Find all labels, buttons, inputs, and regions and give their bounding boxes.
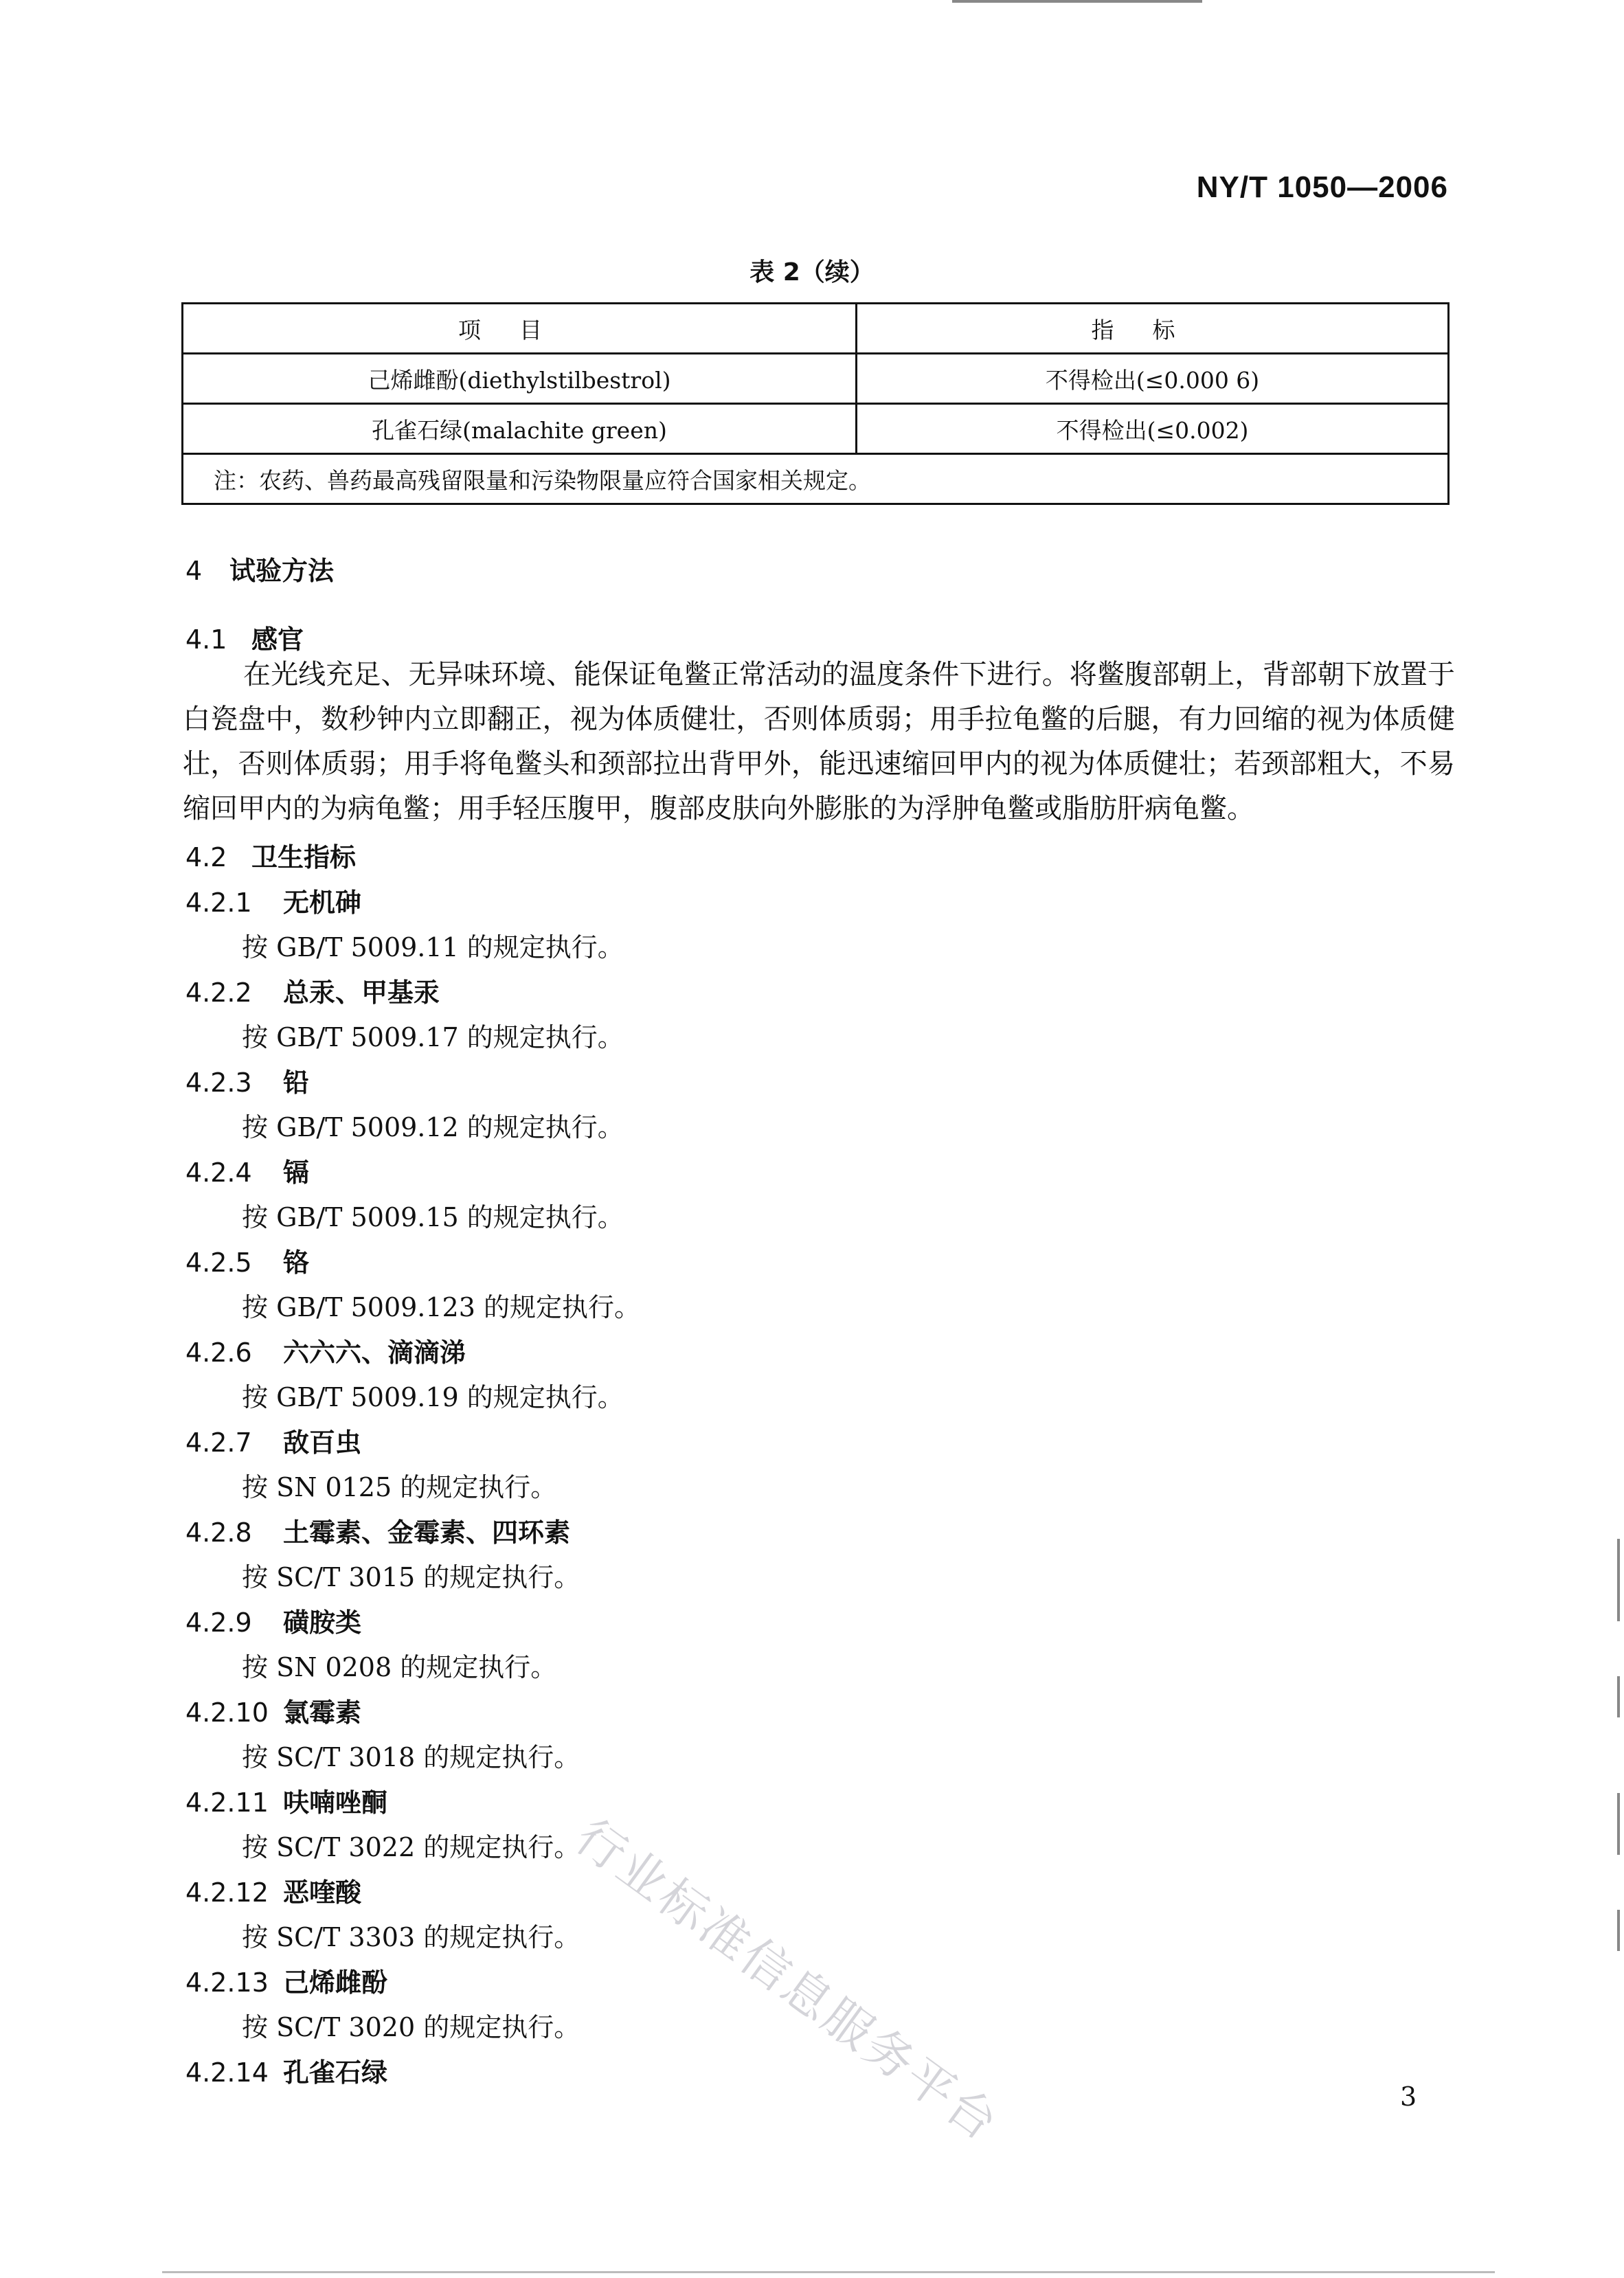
- item-heading-4: [185, 1151, 309, 1189]
- item-heading-14: [185, 2051, 387, 2089]
- table-cell-indicator: 不得检出(≤0.000 6): [857, 354, 1449, 404]
- table-note-row: [183, 454, 1449, 504]
- item-method: 按 GB/T 5009.17 的规定执行。: [242, 1022, 624, 1052]
- item-heading-7: [185, 1421, 361, 1459]
- sensory-test-paragraph: 在光线充足、无异味环境、能保证龟鳖正常活动的温度条件下进行。将鳖腹部朝上，背部朝下放置于白瓷盘中，数秒钟内立即翻正，视为体质健壮，否则体质弱；用手拉龟鳖的后腿，有力回缩的视为体质健壮，否则体质弱；用手将龟鳖头和颈部拉出背甲外，能迅速缩回甲内的视为体质健壮；若颈部粗大，不易缩回甲内的为病龟鳖；用手轻压腹甲，腹部皮肤向外膨胀的为浮肿龟鳖或脂肪肝病龟鳖。: [183, 659, 1455, 824]
- item-number: 4.2.1: [185, 888, 252, 918]
- item-method: 按 SC/T 3020 的规定执行。: [242, 2012, 580, 2042]
- item-heading-8: [185, 1511, 570, 1549]
- item-heading-10: [185, 1691, 361, 1729]
- column-header-item: 项目: [183, 304, 857, 354]
- item-heading-9: [185, 1601, 361, 1639]
- item-title: 孔雀石绿: [283, 2057, 388, 2088]
- item-heading-6: [185, 1331, 466, 1369]
- item-title: 敌百虫: [283, 1428, 362, 1458]
- section-heading-4-2: 4.2 卫生指标: [185, 842, 357, 872]
- item-number: 4.2.12: [185, 1877, 269, 1908]
- page-number: 3: [1400, 2082, 1417, 2112]
- item-heading-1: [185, 881, 361, 919]
- item-heading-13: [185, 1961, 387, 1999]
- item-method: 按 GB/T 5009.12 的规定执行。: [242, 1112, 624, 1142]
- table-row: [183, 354, 1449, 404]
- item-method: 按 SN 0125 的规定执行。: [242, 1472, 557, 1502]
- item-title: 铅: [283, 1068, 310, 1098]
- item-title: 土霉素、金霉素、四环素: [283, 1518, 571, 1548]
- item-number: 4.2.13: [185, 1967, 269, 1998]
- item-title: 铬: [283, 1248, 310, 1278]
- item-title: 镉: [283, 1158, 310, 1188]
- item-title: 己烯雌酚: [283, 1967, 388, 1998]
- item-method: 按 SC/T 3015 的规定执行。: [242, 1562, 580, 1592]
- section-heading-4: 4 试验方法: [185, 556, 335, 586]
- item-title: 无机砷: [283, 888, 362, 918]
- item-method: 按 SN 0208 的规定执行。: [242, 1652, 557, 1682]
- item-number: 4.2.7: [185, 1428, 252, 1458]
- scan-bottom-line: [162, 2271, 1495, 2273]
- item-number: 4.2.4: [185, 1158, 252, 1188]
- scan-right-mark-1: [1617, 1539, 1620, 1621]
- table-note: 注：农药、兽药最高残留限量和污染物限量应符合国家相关规定。: [183, 454, 1449, 504]
- item-heading-11: [185, 1781, 387, 1819]
- scan-right-mark-4: [1617, 1910, 1620, 1951]
- item-method: 按 GB/T 5009.19 的规定执行。: [242, 1382, 624, 1412]
- section-heading-4-1: 4.1 感官: [185, 624, 304, 655]
- table-cell-item: 己烯雌酚(diethylstilbestrol): [183, 354, 857, 404]
- item-title: 磺胺类: [283, 1608, 362, 1638]
- table-header-row: [183, 304, 1449, 354]
- item-number: 4.2.2: [185, 978, 252, 1008]
- item-heading-5: [185, 1241, 309, 1279]
- item-title: 氯霉素: [283, 1698, 362, 1728]
- item-title: 恶喹酸: [283, 1877, 362, 1908]
- item-method: 按 SC/T 3022 的规定执行。: [242, 1832, 580, 1862]
- item-method: 按 SC/T 3303 的规定执行。: [242, 1922, 580, 1952]
- item-method: 按 SC/T 3018 的规定执行。: [242, 1742, 580, 1772]
- item-number: 4.2.14: [185, 2057, 269, 2088]
- item-title: 六六六、滴滴涕: [283, 1338, 466, 1368]
- item-title: 呋喃唑酮: [283, 1788, 388, 1818]
- item-heading-3: [185, 1061, 309, 1099]
- table-cell-item: 孔雀石绿(malachite green): [183, 404, 857, 454]
- item-number: 4.2.6: [185, 1338, 252, 1368]
- standard-code: NY/T 1050—2006: [1196, 170, 1448, 204]
- scan-top-line: [952, 0, 1202, 3]
- scan-right-mark-3: [1617, 1793, 1620, 1855]
- item-number: 4.2.11: [185, 1788, 269, 1818]
- item-number: 4.2.9: [185, 1608, 252, 1638]
- item-method: 按 GB/T 5009.123 的规定执行。: [242, 1292, 640, 1322]
- item-method: 按 GB/T 5009.15 的规定执行。: [242, 1202, 624, 1232]
- item-title: 总汞、甲基汞: [283, 978, 440, 1008]
- table-row: [183, 404, 1449, 454]
- item-number: 4.2.5: [185, 1248, 252, 1278]
- indicator-table: [181, 302, 1450, 505]
- item-number: 4.2.8: [185, 1518, 252, 1548]
- item-number: 4.2.3: [185, 1068, 252, 1098]
- watermark: 行业标准信息服务平台: [565, 1808, 1010, 2153]
- item-method: 按 GB/T 5009.11 的规定执行。: [242, 932, 624, 962]
- item-number: 4.2.10: [185, 1698, 269, 1728]
- item-heading-12: [185, 1871, 361, 1909]
- scan-right-mark-2: [1617, 1676, 1620, 1717]
- table-title: 表 2（续）: [749, 258, 875, 286]
- item-heading-2: [185, 971, 440, 1009]
- column-header-indicator: 指标: [857, 304, 1449, 354]
- table-cell-indicator: 不得检出(≤0.002): [857, 404, 1449, 454]
